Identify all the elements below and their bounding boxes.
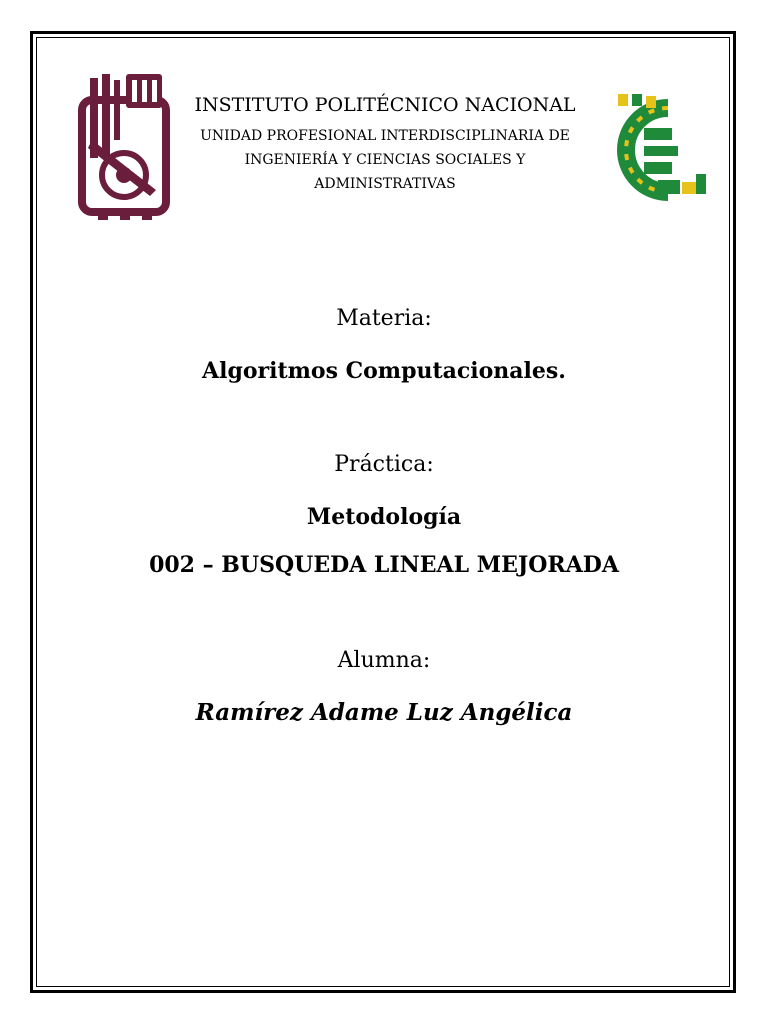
institution-name: INSTITUTO POLITÉCNICO NACIONAL [194,94,576,116]
student-name-section [40,698,728,728]
student-section [40,646,728,676]
unit-name [190,124,580,196]
subject-section [40,304,728,334]
upiicsa-logo-icon [598,94,708,206]
unit-name-line-1: UNIDAD PROFESIONAL INTERDISCIPLINARIA DE [200,128,570,144]
student-label: Alumna: [337,648,431,673]
student-name: Ramírez Adame Luz Angélica [195,699,573,726]
practice-title-section [40,502,728,532]
subject-value-section [40,356,728,386]
unit-name-line-3: ADMINISTRATIVAS [314,176,456,192]
practice-subtitle: 002 – BUSQUEDA LINEAL MEJORADA [149,552,619,578]
subject-label: Materia: [336,306,432,331]
practice-section [40,450,728,480]
practice-label: Práctica: [334,452,434,477]
practice-title: Metodología [306,504,462,530]
subject-value: Algoritmos Computacionales. [202,358,566,384]
institution-header [190,90,580,196]
unit-name-line-2: INGENIERÍA Y CIENCIAS SOCIALES Y [244,152,526,168]
ipn-logo-icon [78,70,170,222]
practice-subtitle-section [40,550,728,580]
